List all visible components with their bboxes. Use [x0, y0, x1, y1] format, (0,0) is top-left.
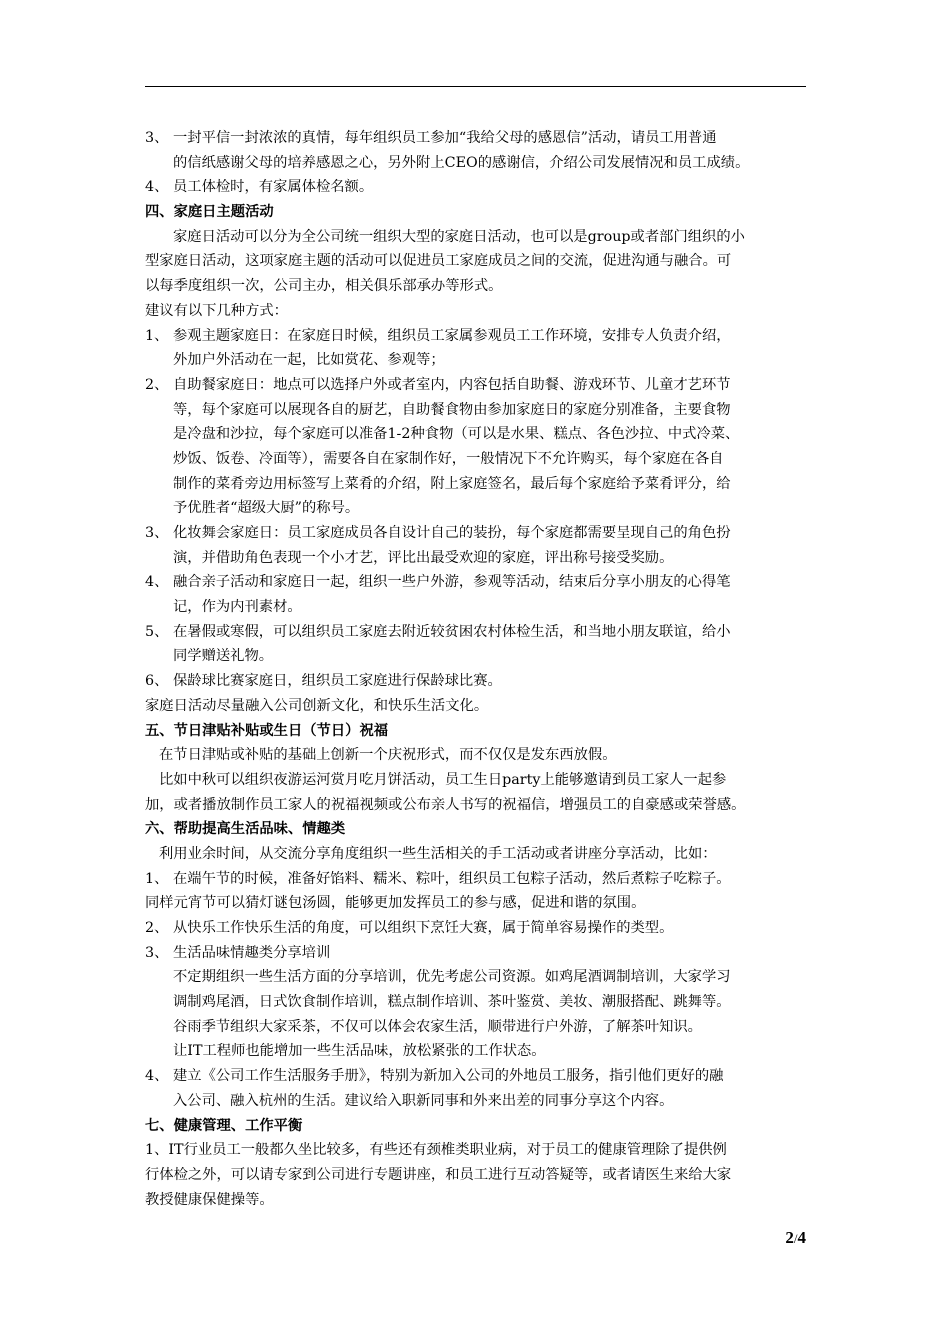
- line-text: 行体检之外，可以请专家到公司进行专题讲座，和员工进行互动答疑等，或者请医生来给大家: [145, 1166, 732, 1183]
- line-text: 家庭日活动可以分为全公司统一组织大型的家庭日活动，也可以是group或者部门组织的小: [173, 228, 745, 245]
- list-item-continuation: [145, 595, 815, 620]
- paragraph-line: [145, 768, 815, 793]
- document-body: [145, 126, 815, 1212]
- line-text: 七、健康管理、工作平衡: [145, 1117, 303, 1134]
- line-text: 四、家庭日主题活动: [145, 204, 274, 221]
- line-text: 融合亲子活动和家庭日一起，组织一些户外游，参观等活动，结束后分享小朋友的心得笔: [173, 574, 731, 591]
- page-number: [785, 1228, 806, 1248]
- section-heading: [145, 1114, 815, 1139]
- line-text: 以每季度组织一次，公司主办，相关俱乐部承办等形式。: [145, 278, 503, 295]
- line-text: 是冷盘和沙拉，每个家庭可以准备1-2种食物（可以是水果、糕点、各色沙拉、中式冷菜、: [173, 426, 740, 443]
- line-text: 制作的菜肴旁边用标签写上菜肴的介绍，附上家庭签名，最后每个家庭给予菜肴评分，给: [173, 475, 731, 492]
- line-text: 保龄球比赛家庭日，组织员工家庭进行保龄球比赛。: [173, 673, 502, 690]
- list-number: 2、: [145, 920, 169, 936]
- paragraph-line: [145, 299, 815, 324]
- list-number: 4、: [145, 1068, 169, 1085]
- line-text: 调制鸡尾酒，日式饮食制作培训，糕点制作培训、茶叶鉴赏、美妆、潮服搭配、跳舞等。: [173, 994, 731, 1011]
- list-item: [145, 941, 815, 966]
- paragraph-line: [145, 842, 815, 867]
- paragraph-line: [145, 249, 815, 274]
- line-text: 员工体检时，有家属体检名额。: [173, 179, 374, 196]
- list-item: [145, 1064, 815, 1089]
- list-item-continuation: [145, 1039, 815, 1064]
- list-item-continuation: [145, 644, 815, 669]
- line-text: 建立《公司工作生活服务手册》，特别为新加入公司的外地员工服务，指引他们更好的融: [173, 1068, 724, 1085]
- section-heading: [145, 200, 815, 225]
- paragraph-line: [145, 793, 815, 818]
- line-text: 化妆舞会家庭日：员工家庭成员各自设计自己的装扮，每个家庭都需要呈现自己的角色扮: [173, 525, 731, 541]
- list-item: [145, 373, 815, 398]
- list-item: [145, 570, 815, 595]
- list-item: [145, 916, 815, 941]
- line-text: 让IT工程师也能增加一些生活品味，放松紧张的工作状态。: [173, 1043, 546, 1060]
- line-text: 加，或者播放制作员工家人的祝福视频或公布亲人书写的祝福信，增强员工的自豪感或荣誉感。: [145, 796, 746, 813]
- list-item-continuation: [145, 151, 815, 176]
- page-separator: /: [793, 1231, 798, 1246]
- line-text: 从快乐工作快乐生活的角度，可以组织下烹饪大赛，属于简单容易操作的类型。: [173, 920, 674, 936]
- line-text: 型家庭日活动，这项家庭主题的活动可以促进员工家庭成员之间的交流，促进沟通与融合。可: [145, 253, 732, 270]
- list-item-continuation: [145, 422, 815, 447]
- list-number: 1、: [145, 870, 169, 887]
- list-number: 3、: [145, 944, 169, 961]
- paragraph-line: [145, 1138, 815, 1163]
- list-item-continuation: [145, 965, 815, 990]
- list-item-continuation: [145, 496, 815, 521]
- list-number: 3、: [145, 525, 169, 541]
- paragraph-line: [145, 743, 815, 768]
- paragraph-line: [145, 891, 815, 916]
- list-number: 4、: [145, 574, 169, 591]
- list-number: 2、: [145, 376, 169, 393]
- line-text: 家庭日活动尽量融入公司创新文化，和快乐生活文化。: [145, 697, 489, 714]
- list-item-continuation: [145, 348, 815, 373]
- line-text: 谷雨季节组织大家采茶，不仅可以体会农家生活，顺带进行户外游，了解茶叶知识。: [173, 1018, 702, 1035]
- list-item-continuation: [145, 1089, 815, 1114]
- list-item-continuation: [145, 447, 815, 472]
- page-total: 4: [797, 1228, 806, 1247]
- list-number: 5、: [145, 623, 169, 640]
- section-heading: [145, 719, 815, 744]
- list-number: 6、: [145, 673, 169, 690]
- list-number: 1、: [145, 327, 169, 344]
- list-item-continuation: [145, 546, 815, 571]
- line-text: 一封平信一封浓浓的真情，每年组织员工参加“我给父母的感恩信”活动，请员工用普通: [173, 130, 717, 146]
- line-text: 予优胜者“超级大厨”的称号。: [173, 500, 360, 517]
- line-text: 演，并借助角色表现一个小才艺，评比出最受欢迎的家庭，评出称号接受奖励。: [173, 549, 674, 566]
- line-text: 的信纸感谢父母的培养感恩之心，另外附上CEO的感谢信，介绍公司发展情况和员工成绩。: [173, 154, 750, 171]
- page-current: 2: [785, 1228, 794, 1247]
- list-item-continuation: [145, 398, 815, 423]
- list-number: 4、: [145, 179, 169, 196]
- paragraph-line: [145, 1163, 815, 1188]
- list-item-continuation: [145, 472, 815, 497]
- paragraph-line: [145, 274, 815, 299]
- line-text: 生活品味情趣类分享培训: [173, 944, 331, 961]
- section-heading: [145, 817, 815, 842]
- line-text: 教授健康保健操等。: [145, 1191, 274, 1208]
- list-item: [145, 126, 815, 151]
- line-text: 比如中秋可以组织夜游运河赏月吃月饼活动，员工生日party上能够邀请到员工家人一起参: [159, 771, 727, 788]
- line-text: 参观主题家庭日：在家庭日时候，组织员工家属参观员工工作环境，安排专人负责介绍，: [173, 327, 731, 344]
- line-text: 在端午节的时候，准备好馅料、糯米、粽叶，组织员工包粽子活动，然后煮粽子吃粽子。: [173, 870, 731, 887]
- line-text: 1、IT行业员工一般都久坐比较多，有些还有颈椎类职业病，对于员工的健康管理除了提供例: [145, 1142, 727, 1159]
- paragraph-line: [145, 225, 815, 250]
- paragraph-line: [145, 1188, 815, 1213]
- list-item: [145, 620, 815, 645]
- line-text: 同学赠送礼物。: [173, 648, 274, 665]
- line-text: 入公司、融入杭州的生活。建议给入职新同事和外来出差的同事分享这个内容。: [173, 1092, 674, 1109]
- list-item-continuation: [145, 1015, 815, 1040]
- list-item: [145, 521, 815, 546]
- line-text: 不定期组织一些生活方面的分享培训，优先考虑公司资源。如鸡尾酒调制培训，大家学习: [173, 969, 731, 986]
- line-text: 建议有以下几种方式：: [145, 302, 288, 319]
- list-item: [145, 669, 815, 694]
- line-text: 在节日津贴或补贴的基础上创新一个庆祝形式，而不仅仅是发东西放假。: [159, 747, 617, 764]
- line-text: 同样元宵节可以猜灯谜包汤圆，能够更加发挥员工的参与感，促进和谐的氛围。: [145, 895, 646, 912]
- list-item: [145, 324, 815, 349]
- line-text: 记，作为内刊素材。: [173, 599, 302, 616]
- line-text: 外加户外活动在一起，比如赏花、参观等；: [173, 352, 445, 369]
- list-item-continuation: [145, 990, 815, 1015]
- list-item: [145, 867, 815, 892]
- line-text: 利用业余时间，从交流分享角度组织一些生活相关的手工活动或者讲座分享活动，比如：: [159, 845, 717, 862]
- line-text: 六、帮助提高生活品味、情趣类: [145, 821, 346, 838]
- header-rule: [145, 86, 806, 87]
- line-text: 五、节日津贴补贴或生日（节日）祝福: [145, 722, 389, 739]
- line-text: 自助餐家庭日：地点可以选择户外或者室内，内容包括自助餐、游戏环节、儿童才艺环节: [173, 376, 731, 393]
- line-text: 等，每个家庭可以展现各自的厨艺，自助餐食物由参加家庭日的家庭分别准备，主要食物: [173, 401, 731, 418]
- line-text: 在暑假或寒假，可以组织员工家庭去附近较贫困农村体检生活，和当地小朋友联谊，给小: [173, 623, 731, 640]
- paragraph-line: [145, 694, 815, 719]
- list-number: 3、: [145, 130, 169, 146]
- list-item: [145, 175, 815, 200]
- line-text: 炒饭、饭卷、冷面等），需要各自在家制作好，一般情况下不允许购买，每个家庭在各自: [173, 450, 724, 467]
